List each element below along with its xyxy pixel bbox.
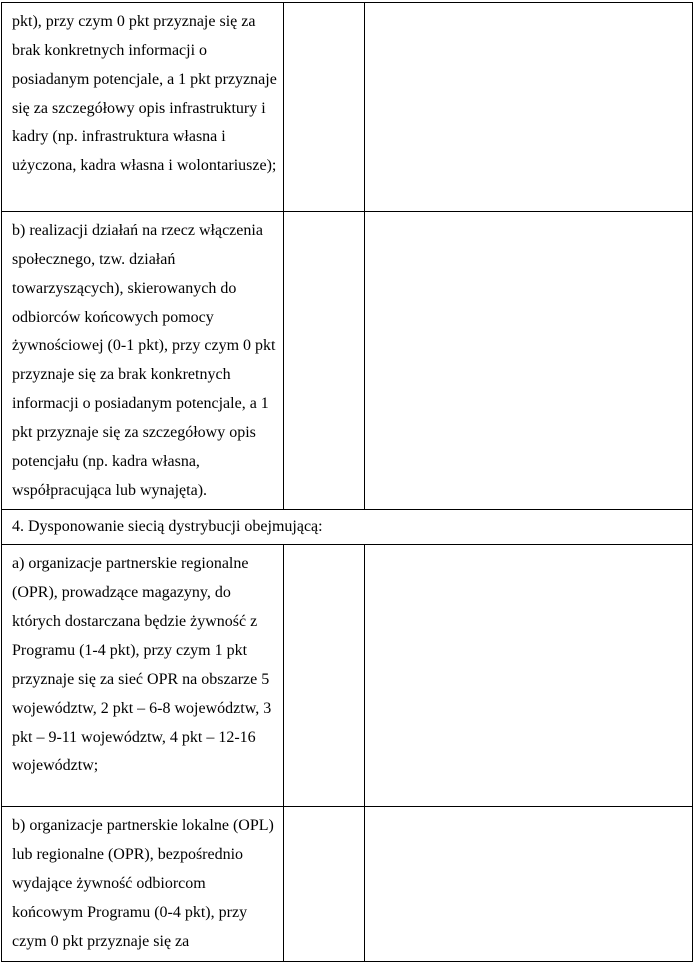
criterion-text: b) realizacji działań na rzecz włączenia społecznego, tzw. działań towarzyszących), skierowanych do odbiorców końcowych pomocy żywnościowej (0-1 pkt), przy czym 0 pkt przyznaje się za brak konkretnych informacji o posiadanym potencjale, a 1 pkt przyznaje się za szczegółowy opis potencjału (np. kadra własna, współpracująca lub wynajęta). xyxy=(12,222,276,499)
score-cell[interactable] xyxy=(284,807,365,961)
criterion-cell xyxy=(2,545,284,807)
score-value xyxy=(284,212,364,509)
table-row xyxy=(2,807,693,961)
criterion-cell xyxy=(2,212,284,510)
section-heading-cell xyxy=(2,510,693,545)
justification-value xyxy=(365,3,692,211)
justification-cell[interactable] xyxy=(365,545,693,807)
justification-cell[interactable] xyxy=(365,3,693,212)
criterion-cell xyxy=(2,807,284,961)
criterion-cell xyxy=(2,3,284,212)
score-cell[interactable] xyxy=(284,212,365,510)
criterion-text: pkt), przy czym 0 pkt przyznaje się za brak konkretnych informacji o posiadanym potencjale, a 1 pkt przyznaje się za szczegółowy opis infrastruktury i kadry (np. infrastruktura własna i użyczona, kadra własna i wolontariusze); xyxy=(12,13,277,175)
score-value xyxy=(284,3,364,211)
table-row xyxy=(2,545,693,807)
score-cell[interactable] xyxy=(284,3,365,212)
justification-value xyxy=(365,212,692,509)
justification-value xyxy=(365,807,692,960)
evaluation-criteria-table xyxy=(1,2,693,962)
table-row xyxy=(2,212,693,510)
criterion-text: a) organizacje partnerskie regionalne (OPR), prowadzące magazyny, do których dostarczana będzie żywność z Programu (1-4 pkt), przy czym 1 pkt przyznaje się za sieć OPR na obszarze 5 województw, 2 pkt – 6-8 województw, 3 pkt – 9-11 województw, 4 pkt – 12-16 województw; xyxy=(12,555,272,775)
justification-value xyxy=(365,545,692,806)
section-heading: 4. Dysponowanie siecią dystrybucji obejmującą: xyxy=(12,518,323,536)
justification-cell[interactable] xyxy=(365,212,693,510)
section-heading-row xyxy=(2,510,693,545)
score-value xyxy=(284,545,364,806)
justification-cell[interactable] xyxy=(365,807,693,961)
criterion-text: b) organizacje partnerskie lokalne (OPL) lub regionalne (OPR), bezpośrednio wydające żywność odbiorcom końcowym Programu (0-4 pkt), przy czym 0 pkt przyznaje się za xyxy=(12,817,274,950)
table-row xyxy=(2,3,693,212)
score-value xyxy=(284,807,364,960)
score-cell[interactable] xyxy=(284,545,365,807)
